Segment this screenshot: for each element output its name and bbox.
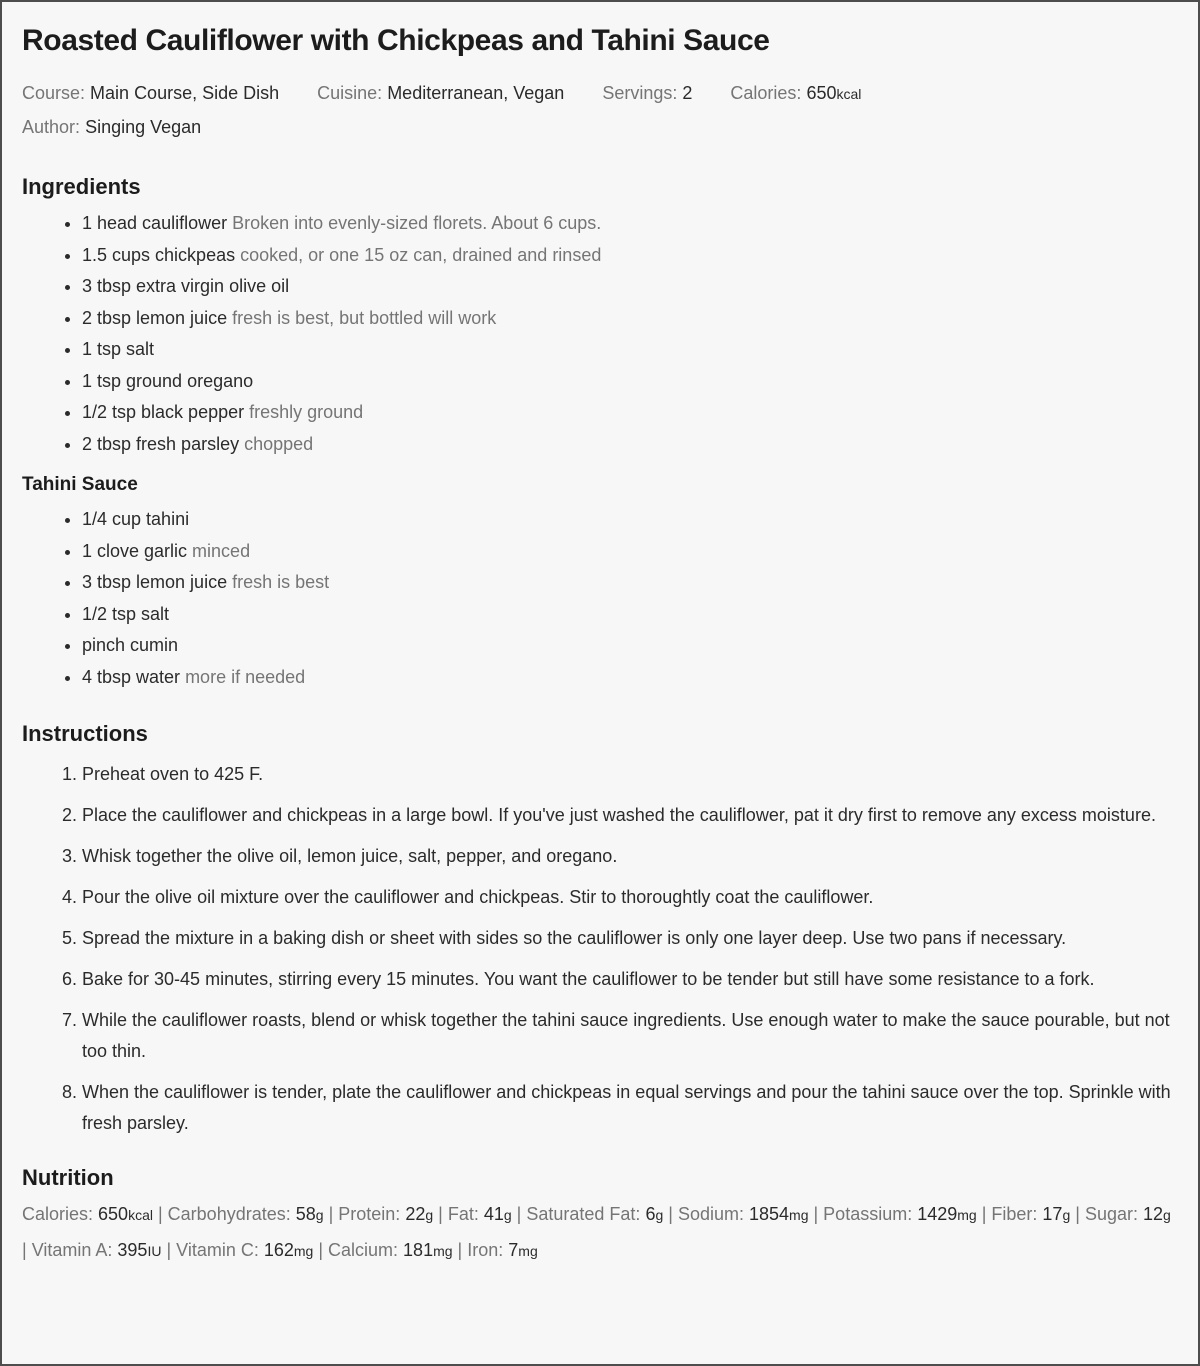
instructions-heading: Instructions [22, 721, 148, 746]
page-title: Roasted Cauliflower with Chickpeas and Tahini Sauce [22, 24, 770, 57]
nutrition-separator: | [161, 1240, 177, 1260]
meta-course [22, 82, 279, 105]
tahini-ingredient-item-note: more if needed [180, 666, 306, 687]
instructions-list [22, 759, 1178, 1139]
tahini-ingredient-item-text: pinch cumin [82, 635, 179, 655]
ingredient-item [82, 397, 1178, 429]
author-value: Singing Vegan [85, 117, 202, 137]
ingredient-item-note: fresh is best, but bottled will work [227, 307, 497, 328]
nutrition-item-label: Iron: [467, 1240, 509, 1260]
ingredient-item-text: 1 tsp salt [82, 339, 155, 359]
nutrition-separator: | [22, 1240, 32, 1260]
nutrition-separator: | [452, 1240, 468, 1260]
nutrition-item [678, 1204, 809, 1224]
nutrition-item-value: 6 [645, 1204, 656, 1224]
calories-label: Calories: [730, 83, 802, 103]
nutrition-separator: | [313, 1240, 329, 1260]
nutrition-item-unit: mg [518, 1243, 538, 1259]
ingredient-item-text: 1 head cauliflower [82, 213, 228, 233]
tahini-ingredient-item-text: 1/4 cup tahini [82, 509, 190, 529]
nutrition-item-label: Calcium: [328, 1240, 404, 1260]
ingredient-item-text: 1.5 cups chickpeas [82, 244, 236, 265]
nutrition-item-unit: g [1163, 1207, 1171, 1223]
ingredients-list [22, 208, 1178, 460]
instruction-step: 7. While the cauliflower roasts, blend or whisk together the tahini sauce ingredients. Use enough water to make the sauce pourable, but not too thin. [82, 1005, 1178, 1067]
meta-cuisine [317, 82, 564, 105]
ingredient-item-note: cooked, or one 15 oz can, drained and rinsed [235, 244, 602, 265]
servings-label: Servings: [602, 83, 678, 103]
nutrition-item-value: 7 [508, 1240, 519, 1260]
nutrition-separator: | [433, 1204, 448, 1224]
cuisine-label: Cuisine: [317, 83, 383, 103]
nutrition-item-unit: kcal [128, 1207, 153, 1223]
nutrition-item-value: 1854 [748, 1204, 790, 1224]
meta-calories [730, 82, 861, 105]
tahini-ingredient-item-text: 1 clove garlic [82, 540, 188, 561]
nutrition-separator: | [323, 1204, 339, 1224]
ingredient-item-text: 1/2 tsp black pepper [82, 402, 245, 422]
instruction-step: 5. Spread the mixture in a baking dish or sheet with sides so the cauliflower is only one layer deep. Use two pans if necessary. [82, 923, 1178, 954]
ingredient-item-text: 1 tsp ground oregano [82, 370, 254, 391]
nutrition-separator: | [976, 1204, 992, 1224]
nutrition-facts-line [22, 1197, 1178, 1269]
nutrition-item-value: 17 [1042, 1204, 1063, 1224]
nutrition-item [328, 1240, 453, 1260]
tahini-ingredient-item [82, 504, 1178, 536]
instruction-step: 6. Bake for 30-45 minutes, stirring every 15 minutes. You want the cauliflower to be tender but still have some resistance to a fork. [82, 964, 1178, 995]
course-label: Course: [22, 83, 86, 103]
tahini-sauce-heading: Tahini Sauce [22, 474, 138, 495]
calories-value: 650 [806, 83, 837, 103]
ingredient-item [82, 429, 1178, 461]
nutrition-item-label: Potassium: [823, 1204, 918, 1224]
nutrition-item-value: 41 [483, 1204, 504, 1224]
servings-value: 2 [682, 83, 693, 103]
author-label: Author: [22, 117, 81, 137]
instruction-step: 3. Whisk together the olive oil, lemon juice, salt, pepper, and oregano. [82, 841, 1178, 872]
nutrition-item [448, 1204, 512, 1224]
ingredient-item [82, 208, 1178, 240]
recipe-author-row [22, 116, 1178, 138]
nutrition-item-unit: g [1062, 1207, 1071, 1223]
nutrition-item-label: Vitamin A: [31, 1240, 118, 1260]
ingredient-item-text: 2 tbsp lemon juice [82, 307, 228, 328]
nutrition-item-label: Carbohydrates: [167, 1204, 296, 1224]
tahini-ingredient-item [82, 630, 1178, 662]
nutrition-item [467, 1240, 538, 1260]
cuisine-value: Mediterranean, Vegan [387, 83, 565, 103]
ingredient-item-text: 3 tbsp extra virgin olive oil [82, 276, 290, 296]
nutrition-item-label: Saturated Fat: [526, 1204, 646, 1224]
nutrition-separator: | [808, 1204, 824, 1224]
nutrition-separator: | [663, 1204, 678, 1224]
nutrition-item [338, 1204, 433, 1224]
tahini-ingredient-item [82, 567, 1178, 599]
nutrition-item-value: 58 [295, 1204, 316, 1224]
ingredient-item [82, 366, 1178, 398]
nutrition-separator: | [1070, 1204, 1085, 1224]
ingredients-heading: Ingredients [22, 174, 141, 199]
nutrition-item-value: 650 [98, 1204, 129, 1224]
nutrition-item [526, 1204, 663, 1224]
ingredient-item [82, 303, 1178, 335]
nutrition-item-label: Fat: [447, 1204, 484, 1224]
nutrition-item-unit: g [503, 1207, 512, 1223]
ingredient-item [82, 240, 1178, 272]
tahini-ingredient-item [82, 599, 1178, 631]
nutrition-item-label: Sodium: [677, 1204, 749, 1224]
tahini-sauce-list [22, 504, 1178, 693]
nutrition-item-label: Sugar: [1084, 1204, 1143, 1224]
nutrition-heading: Nutrition [22, 1165, 114, 1190]
nutrition-item [32, 1240, 162, 1260]
nutrition-item-label: Calories: [22, 1204, 99, 1224]
calories-unit: kcal [836, 86, 862, 102]
tahini-ingredient-item-note: fresh is best [227, 572, 330, 592]
nutrition-item-value: 22 [405, 1204, 426, 1224]
ingredient-item-note: Broken into evenly-sized florets. About 6 cups. [227, 213, 602, 233]
nutrition-item-label: Protein: [338, 1204, 406, 1224]
instruction-step: 4. Pour the olive oil mixture over the cauliflower and chickpeas. Stir to thoroughtly coat the cauliflower. [82, 882, 1178, 913]
nutrition-item-unit: mg [433, 1243, 453, 1259]
instruction-step: 1. Preheat oven to 425 F. [82, 759, 1178, 790]
nutrition-separator: | [511, 1204, 527, 1224]
nutrition-item-unit: mg [957, 1207, 977, 1223]
course-value: Main Course, Side Dish [90, 83, 280, 103]
tahini-ingredient-item-text: 3 tbsp lemon juice [82, 572, 228, 592]
nutrition-item-unit: IU [147, 1243, 162, 1259]
nutrition-item [176, 1240, 313, 1260]
nutrition-item-value: 395 [117, 1240, 148, 1260]
instruction-step: 8. When the cauliflower is tender, plate the cauliflower and chickpeas in equal servings and pour the tahini sauce over the top. Sprinkle with fresh parsley. [82, 1077, 1178, 1139]
nutrition-item-value: 181 [403, 1240, 434, 1260]
tahini-ingredient-item-note: minced [187, 540, 251, 561]
nutrition-separator: | [152, 1204, 168, 1224]
ingredient-item-text: 2 tbsp fresh parsley [82, 433, 240, 454]
nutrition-item-label: Vitamin C: [176, 1240, 264, 1260]
tahini-ingredient-item [82, 662, 1178, 694]
ingredient-item [82, 271, 1178, 303]
nutrition-item-unit: mg [789, 1207, 809, 1223]
instruction-step: 2. Place the cauliflower and chickpeas in a large bowl. If you've just washed the cauliflower, pat it dry first to remove any excess moisture. [82, 800, 1178, 831]
nutrition-item [1085, 1204, 1171, 1224]
nutrition-item [991, 1204, 1070, 1224]
nutrition-item-unit: g [425, 1207, 434, 1223]
nutrition-item-unit: mg [293, 1243, 314, 1259]
ingredient-item-note: freshly ground [244, 402, 364, 422]
recipe-meta-row [22, 82, 1178, 105]
nutrition-item [823, 1204, 977, 1224]
nutrition-item-unit: g [655, 1207, 664, 1223]
nutrition-item-unit: g [315, 1207, 324, 1223]
ingredient-item [82, 334, 1178, 366]
nutrition-item-label: Fiber: [991, 1204, 1043, 1224]
nutrition-item-value: 162 [263, 1240, 294, 1260]
tahini-ingredient-item-text: 4 tbsp water [82, 666, 181, 687]
nutrition-item [22, 1204, 153, 1224]
nutrition-item-value: 12 [1142, 1204, 1164, 1224]
meta-servings [602, 82, 692, 105]
nutrition-item [168, 1204, 324, 1224]
tahini-ingredient-item-text: 1/2 tsp salt [82, 603, 170, 624]
ingredient-item-note: chopped [239, 433, 314, 454]
tahini-ingredient-item [82, 536, 1178, 568]
nutrition-item-value: 1429 [917, 1204, 958, 1224]
